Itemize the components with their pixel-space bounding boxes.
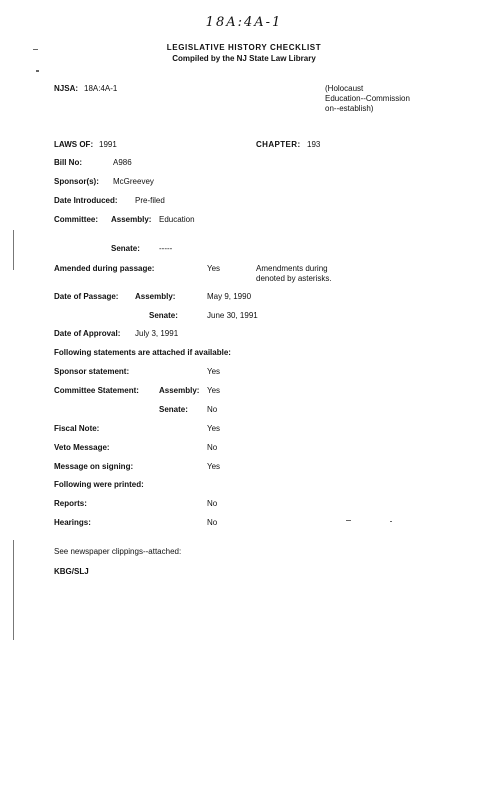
sponsor-statement-label: Sponsor statement: [54,367,130,376]
document-title: LEGISLATIVE HISTORY CHECKLIST [166,43,322,52]
committee-senate-value: ----- [159,244,173,253]
passage-assembly-label: Assembly: [135,292,176,301]
sponsors-label: Sponsor(s): [54,177,99,186]
date-of-passage-label: Date of Passage: [54,292,119,301]
scan-speck [36,70,39,72]
committee-statement-assembly-value: Yes [207,386,221,395]
message-on-signing-label: Message on signing: [54,462,134,471]
sponsors-value: McGreevey [113,177,154,186]
chapter-value: 193 [307,140,321,149]
printed-heading: Following were printed: [54,480,144,489]
date-introduced-value: Pre-filed [135,196,165,205]
reports-label: Reports: [54,499,87,508]
date-of-approval-value: July 3, 1991 [135,329,179,338]
scan-speck [346,520,351,521]
bill-no-value: A986 [113,158,132,167]
veto-message-label: Veto Message: [54,443,110,452]
fiscal-note-value: Yes [207,424,221,433]
bill-no-label: Bill No: [54,158,82,167]
amended-note-line-2: denoted by asterisks. [256,274,332,283]
description-line-2: Education--Commission [325,94,410,103]
passage-senate-label: Senate: [149,311,178,320]
njsa-label: NJSA: [54,84,79,93]
veto-message-value: No [207,443,218,452]
initials: KBG/SLJ [54,567,89,576]
hearings-label: Hearings: [54,518,91,527]
left-scan-edge [13,230,14,270]
newspaper-clippings-note: See newspaper clippings--attached: [54,547,182,556]
date-introduced-label: Date Introduced: [54,196,118,205]
committee-senate-label: Senate: [111,244,140,253]
committee-statement-senate-value: No [207,405,218,414]
document-subtitle: Compiled by the NJ State Law Library [172,54,316,63]
laws-of-value: 1991 [99,140,117,149]
passage-assembly-value: May 9, 1990 [207,292,252,301]
attached-statements-heading: Following statements are attached if available: [54,348,231,357]
njsa-value: 18A:4A-1 [84,84,118,93]
passage-senate-value: June 30, 1991 [207,311,258,320]
date-of-approval-label: Date of Approval: [54,329,121,338]
committee-label: Committee: [54,215,99,224]
amended-note-line-1: Amendments during [256,264,328,273]
scan-speck [390,521,392,522]
laws-of-label: LAWS OF: [54,140,94,149]
committee-assembly-value: Education [159,215,195,224]
amended-value: Yes [207,264,221,273]
left-scan-edge-lower [13,540,14,640]
committee-assembly-label: Assembly: [111,215,152,224]
committee-statement-senate-label: Senate: [159,405,188,414]
amended-label: Amended during passage: [54,264,155,273]
description-line-3: on--establish) [325,104,374,113]
message-on-signing-value: Yes [207,462,221,471]
scan-speck [33,49,38,50]
description-line-1: (Holocaust [325,84,364,93]
sponsor-statement-value: Yes [207,367,221,376]
chapter-label: CHAPTER: [256,140,301,149]
fiscal-note-label: Fiscal Note: [54,424,100,433]
committee-statement-label: Committee Statement: [54,386,139,395]
hearings-value: No [207,518,218,527]
committee-statement-assembly-label: Assembly: [159,386,200,395]
handwritten-statute-number: 18A:4A-1 [205,15,283,30]
reports-value: No [207,499,218,508]
